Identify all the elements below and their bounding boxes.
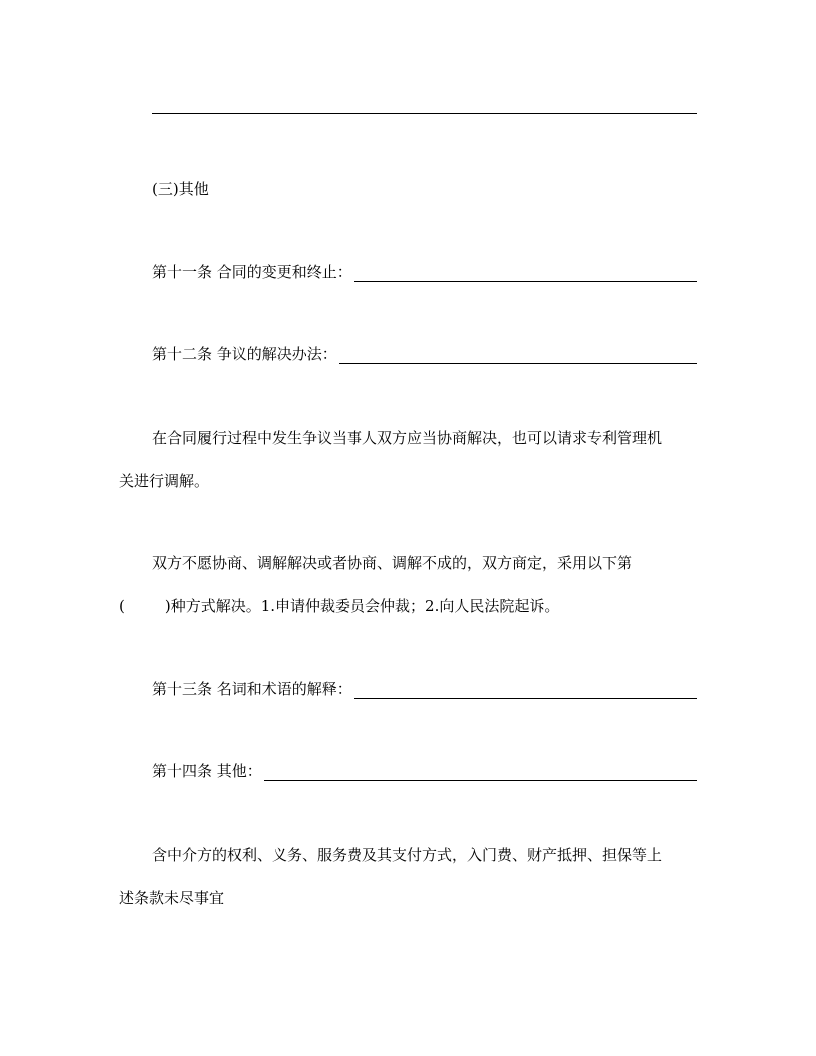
dispute-paragraph-line-2-text: )种方式解决。1.申请仲裁委员会仲裁；2.向人民法院起诉。	[164, 597, 560, 615]
article-14-blank-field[interactable]	[264, 764, 697, 781]
intermediary-paragraph-line-2: 述条款未尽事宜	[119, 889, 225, 907]
dispute-paragraph-line-2	[119, 596, 559, 616]
section-heading-other: (三)其他	[152, 180, 209, 198]
article-13-row	[152, 677, 697, 699]
article-14-row	[152, 759, 697, 781]
article-13-blank-field[interactable]	[354, 682, 697, 699]
article-14-label: 第十四条 其他：	[152, 762, 262, 780]
article-11-label: 第十一条 合同的变更和终止：	[152, 263, 352, 281]
article-11-blank-field[interactable]	[354, 265, 697, 282]
article-12-blank-field[interactable]	[339, 347, 697, 364]
negotiation-paragraph-line-2: 关进行调解。	[119, 472, 210, 490]
article-12-row	[152, 342, 697, 364]
article-11-row	[152, 260, 697, 282]
article-12-label: 第十二条 争议的解决办法：	[152, 345, 337, 363]
intermediary-paragraph-line-1: 含中介方的权利、义务、服务费及其支付方式，入门费、财产抵押、担保等上	[152, 846, 663, 864]
choice-open-paren: (	[119, 597, 125, 615]
dispute-paragraph-line-1: 双方不愿协商、调解解决或者协商、调解不成的，双方商定，采用以下第	[152, 554, 633, 572]
negotiation-paragraph-line-1: 在合同履行过程中发生争议当事人双方应当协商解决，也可以请求专利管理机	[152, 429, 663, 447]
top-fill-line	[152, 113, 697, 114]
article-13-label: 第十三条 名词和术语的解释：	[152, 680, 352, 698]
